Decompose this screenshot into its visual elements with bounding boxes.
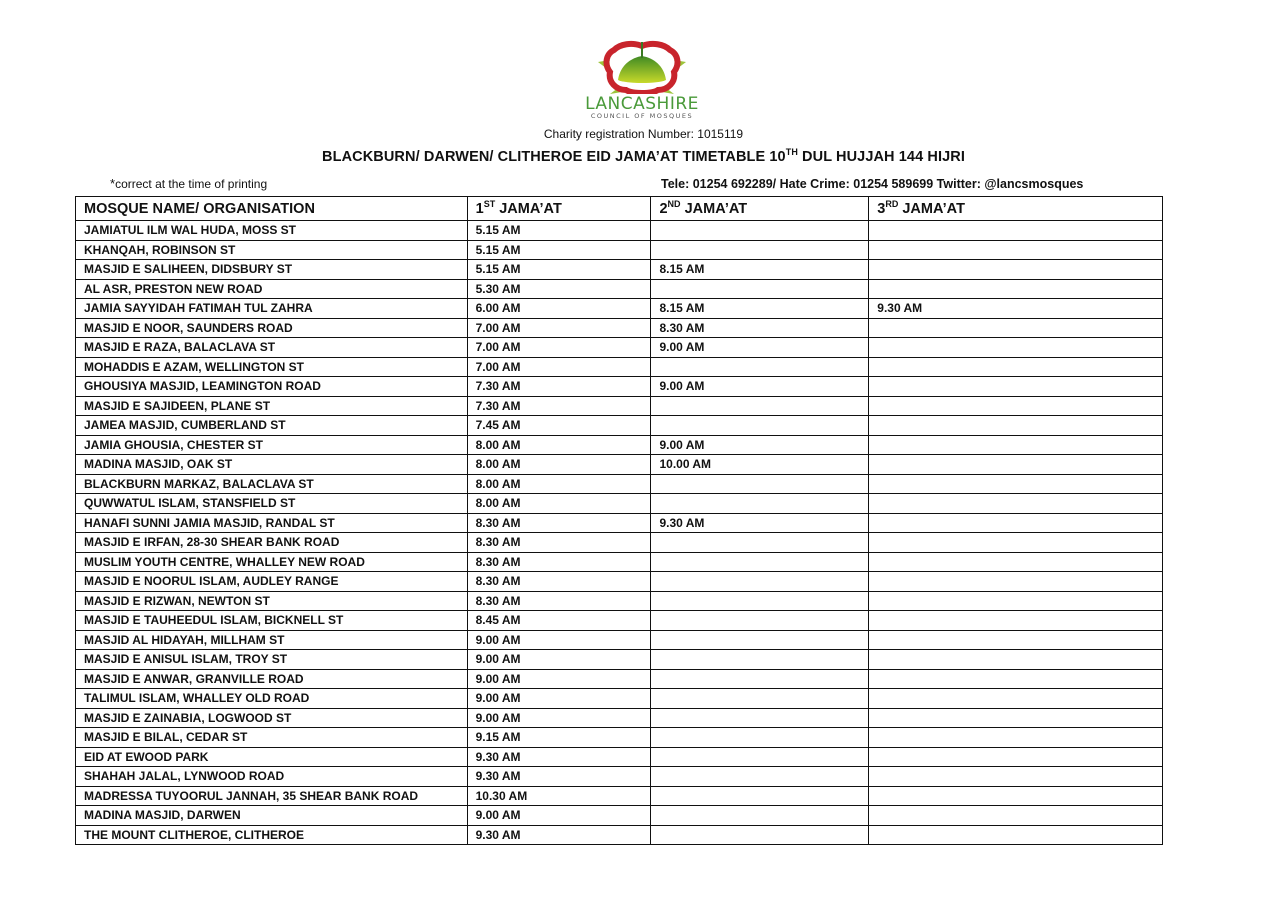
mosque-name-cell: JAMIA GHOUSIA, CHESTER ST (76, 435, 468, 455)
first-jamaat-cell: 9.00 AM (467, 630, 651, 650)
mosque-name-cell: MOHADDIS E AZAM, WELLINGTON ST (76, 357, 468, 377)
table-row (76, 630, 1163, 650)
logo-subtitle: COUNCIL OF MOSQUES (590, 112, 694, 120)
third-jamaat-cell (869, 611, 1163, 631)
second-jamaat-cell: 9.30 AM (651, 513, 869, 533)
second-jamaat-cell (651, 611, 869, 631)
table-row (76, 611, 1163, 631)
third-jamaat-cell (869, 435, 1163, 455)
table-row (76, 708, 1163, 728)
first-jamaat-cell: 7.45 AM (467, 416, 651, 436)
mosque-name-cell: MASJID AL HIDAYAH, MILLHAM ST (76, 630, 468, 650)
table-row (76, 591, 1163, 611)
header-text: MOSQUE NAME/ ORGANISATION (84, 201, 315, 217)
mosque-name-cell: HANAFI SUNNI JAMIA MASJID, RANDAL ST (76, 513, 468, 533)
third-jamaat-cell (869, 474, 1163, 494)
third-jamaat-cell (869, 728, 1163, 748)
third-jamaat-cell (869, 221, 1163, 241)
table-row (76, 572, 1163, 592)
mosque-name-cell: MADINA MASJID, OAK ST (76, 455, 468, 475)
mosque-name-cell: JAMEA MASJID, CUMBERLAND ST (76, 416, 468, 436)
table-row (76, 806, 1163, 826)
table-row (76, 396, 1163, 416)
mosque-name-cell: MASJID E SALIHEEN, DIDSBURY ST (76, 260, 468, 280)
second-jamaat-cell (651, 806, 869, 826)
third-jamaat-cell (869, 279, 1163, 299)
table-row (76, 474, 1163, 494)
mosque-name-cell: TALIMUL ISLAM, WHALLEY OLD ROAD (76, 689, 468, 709)
table-row (76, 786, 1163, 806)
third-jamaat-cell (869, 533, 1163, 553)
first-jamaat-cell: 9.00 AM (467, 669, 651, 689)
mosque-name-cell: BLACKBURN MARKAZ, BALACLAVA ST (76, 474, 468, 494)
table-row (76, 650, 1163, 670)
second-jamaat-cell (651, 416, 869, 436)
second-jamaat-cell (651, 708, 869, 728)
header-first-jamaat (467, 197, 651, 221)
mosque-name-cell: EID AT EWOOD PARK (76, 747, 468, 767)
header-text: 2 (659, 201, 668, 217)
mosque-name-cell: QUWWATUL ISLAM, STANSFIELD ST (76, 494, 468, 514)
third-jamaat-cell (869, 240, 1163, 260)
second-jamaat-cell (651, 240, 869, 260)
first-jamaat-cell: 9.00 AM (467, 689, 651, 709)
second-jamaat-cell: 9.00 AM (651, 338, 869, 358)
mosque-name-cell: SHAHAH JALAL, LYNWOOD ROAD (76, 767, 468, 787)
first-jamaat-cell: 9.00 AM (467, 708, 651, 728)
mosque-name-cell: MASJID E ANISUL ISLAM, TROY ST (76, 650, 468, 670)
first-jamaat-cell: 8.30 AM (467, 513, 651, 533)
first-jamaat-cell: 8.30 AM (467, 533, 651, 553)
mosque-name-cell: KHANQAH, ROBINSON ST (76, 240, 468, 260)
table-row (76, 416, 1163, 436)
note-asterisk: * (110, 176, 116, 191)
second-jamaat-cell: 9.00 AM (651, 435, 869, 455)
first-jamaat-cell: 7.30 AM (467, 377, 651, 397)
first-jamaat-cell: 5.15 AM (467, 240, 651, 260)
title-prefix: BLACKBURN/ DARWEN/ CLITHEROE EID JAMA’AT TIMETABLE 10 (322, 149, 786, 165)
second-jamaat-cell (651, 689, 869, 709)
table-row (76, 338, 1163, 358)
mosque-name-cell: MUSLIM YOUTH CENTRE, WHALLEY NEW ROAD (76, 552, 468, 572)
header-text-rest: JAMA’AT (898, 201, 965, 217)
table-row (76, 689, 1163, 709)
first-jamaat-cell: 8.30 AM (467, 591, 651, 611)
mosque-name-cell: MASJID E RAZA, BALACLAVA ST (76, 338, 468, 358)
mosque-name-cell: MASJID E ANWAR, GRANVILLE ROAD (76, 669, 468, 689)
first-jamaat-cell: 5.30 AM (467, 279, 651, 299)
first-jamaat-cell: 9.30 AM (467, 747, 651, 767)
first-jamaat-cell: 10.30 AM (467, 786, 651, 806)
second-jamaat-cell (651, 825, 869, 845)
mosque-name-cell: JAMIATUL ILM WAL HUDA, MOSS ST (76, 221, 468, 241)
table-row (76, 357, 1163, 377)
first-jamaat-cell: 7.00 AM (467, 357, 651, 377)
second-jamaat-cell: 8.30 AM (651, 318, 869, 338)
logo-name: LANCASHIRE (585, 94, 699, 114)
charity-registration: Charity registration Number: 1015119 (543, 127, 744, 141)
second-jamaat-cell (651, 591, 869, 611)
mosque-name-cell: JAMIA SAYYIDAH FATIMAH TUL ZAHRA (76, 299, 468, 319)
third-jamaat-cell: 9.30 AM (869, 299, 1163, 319)
third-jamaat-cell (869, 552, 1163, 572)
header-text: 3 (877, 201, 886, 217)
second-jamaat-cell (651, 533, 869, 553)
table-row (76, 513, 1163, 533)
third-jamaat-cell (869, 806, 1163, 826)
mosque-name-cell: MASJID E NOOR, SAUNDERS ROAD (76, 318, 468, 338)
header-superscript: RD (885, 199, 899, 209)
second-jamaat-cell (651, 221, 869, 241)
mosque-name-cell: MASJID E ZAINABIA, LOGWOOD ST (76, 708, 468, 728)
third-jamaat-cell (869, 786, 1163, 806)
first-jamaat-cell: 8.00 AM (467, 435, 651, 455)
third-jamaat-cell (869, 825, 1163, 845)
header-text-rest: JAMA’AT (680, 201, 748, 217)
second-jamaat-cell: 8.15 AM (651, 299, 869, 319)
first-jamaat-cell: 7.00 AM (467, 338, 651, 358)
table-row (76, 299, 1163, 319)
page-title (0, 149, 1287, 165)
table-row (76, 221, 1163, 241)
third-jamaat-cell (869, 669, 1163, 689)
timetable (75, 196, 1163, 845)
table-row (76, 533, 1163, 553)
second-jamaat-cell (651, 474, 869, 494)
third-jamaat-cell (869, 416, 1163, 436)
first-jamaat-cell: 9.00 AM (467, 806, 651, 826)
first-jamaat-cell: 8.00 AM (467, 494, 651, 514)
first-jamaat-cell: 6.00 AM (467, 299, 651, 319)
table-row (76, 455, 1163, 475)
table-row (76, 825, 1163, 845)
third-jamaat-cell (869, 591, 1163, 611)
table-header-row (76, 197, 1163, 221)
table-row (76, 767, 1163, 787)
table-row (76, 435, 1163, 455)
first-jamaat-cell: 9.00 AM (467, 650, 651, 670)
mosque-name-cell: AL ASR, PRESTON NEW ROAD (76, 279, 468, 299)
first-jamaat-cell: 5.15 AM (467, 260, 651, 280)
second-jamaat-cell (651, 279, 869, 299)
contact-info: Tele: 01254 692289/ Hate Crime: 01254 589699 Twitter: @lancsmosques (661, 177, 1084, 191)
first-jamaat-cell: 8.00 AM (467, 455, 651, 475)
table-row (76, 318, 1163, 338)
mosque-name-cell: MADRESSA TUYOORUL JANNAH, 35 SHEAR BANK ROAD (76, 786, 468, 806)
table-row (76, 552, 1163, 572)
third-jamaat-cell (869, 357, 1163, 377)
header-text-rest: JAMA’AT (495, 201, 562, 217)
mosque-name-cell: MASJID E SAJIDEEN, PLANE ST (76, 396, 468, 416)
third-jamaat-cell (869, 708, 1163, 728)
second-jamaat-cell: 9.00 AM (651, 377, 869, 397)
second-jamaat-cell: 10.00 AM (651, 455, 869, 475)
first-jamaat-cell: 8.00 AM (467, 474, 651, 494)
mosque-name-cell: MADINA MASJID, DARWEN (76, 806, 468, 826)
second-jamaat-cell (651, 767, 869, 787)
header-mosque-name (76, 197, 468, 221)
third-jamaat-cell (869, 318, 1163, 338)
third-jamaat-cell (869, 338, 1163, 358)
second-jamaat-cell (651, 552, 869, 572)
second-jamaat-cell (651, 630, 869, 650)
first-jamaat-cell: 7.30 AM (467, 396, 651, 416)
header-superscript: ND (667, 199, 681, 209)
header-superscript: ST (483, 199, 496, 209)
second-jamaat-cell (651, 786, 869, 806)
first-jamaat-cell: 5.15 AM (467, 221, 651, 241)
third-jamaat-cell (869, 767, 1163, 787)
first-jamaat-cell: 9.15 AM (467, 728, 651, 748)
first-jamaat-cell: 8.30 AM (467, 552, 651, 572)
mosque-name-cell: MASJID E NOORUL ISLAM, AUDLEY RANGE (76, 572, 468, 592)
second-jamaat-cell (651, 747, 869, 767)
first-jamaat-cell: 8.45 AM (467, 611, 651, 631)
table-row (76, 747, 1163, 767)
red-rose-green-dome-icon (596, 40, 688, 94)
table-row (76, 728, 1163, 748)
table-row (76, 260, 1163, 280)
note-text: correct at the time of printing (115, 177, 268, 191)
third-jamaat-cell (869, 747, 1163, 767)
lancashire-council-logo (566, 40, 718, 122)
mosque-name-cell: MASJID E IRFAN, 28-30 SHEAR BANK ROAD (76, 533, 468, 553)
first-jamaat-cell: 9.30 AM (467, 825, 651, 845)
second-jamaat-cell (651, 572, 869, 592)
mosque-name-cell: GHOUSIYA MASJID, LEAMINGTON ROAD (76, 377, 468, 397)
mosque-name-cell: MASJID E TAUHEEDUL ISLAM, BICKNELL ST (76, 611, 468, 631)
second-jamaat-cell (651, 728, 869, 748)
table-row (76, 279, 1163, 299)
third-jamaat-cell (869, 494, 1163, 514)
table-body (76, 221, 1163, 845)
third-jamaat-cell (869, 455, 1163, 475)
mosque-name-cell: MASJID E BILAL, CEDAR ST (76, 728, 468, 748)
header-third-jamaat (869, 197, 1163, 221)
second-jamaat-cell (651, 396, 869, 416)
table-row (76, 494, 1163, 514)
mosque-name-cell: MASJID E RIZWAN, NEWTON ST (76, 591, 468, 611)
third-jamaat-cell (869, 260, 1163, 280)
header-text: 1 (475, 201, 484, 217)
title-superscript: TH (785, 147, 798, 157)
second-jamaat-cell: 8.15 AM (651, 260, 869, 280)
third-jamaat-cell (869, 572, 1163, 592)
second-jamaat-cell (651, 357, 869, 377)
third-jamaat-cell (869, 630, 1163, 650)
table-row (76, 240, 1163, 260)
mosque-name-cell: THE MOUNT CLITHEROE, CLITHEROE (76, 825, 468, 845)
table-row (76, 377, 1163, 397)
first-jamaat-cell: 8.30 AM (467, 572, 651, 592)
first-jamaat-cell: 9.30 AM (467, 767, 651, 787)
third-jamaat-cell (869, 689, 1163, 709)
second-jamaat-cell (651, 669, 869, 689)
title-suffix: DUL HUJJAH 144 HIJRI (797, 149, 965, 165)
first-jamaat-cell: 7.00 AM (467, 318, 651, 338)
third-jamaat-cell (869, 396, 1163, 416)
second-jamaat-cell (651, 650, 869, 670)
printing-note (110, 177, 267, 192)
table-row (76, 669, 1163, 689)
second-jamaat-cell (651, 494, 869, 514)
third-jamaat-cell (869, 377, 1163, 397)
third-jamaat-cell (869, 513, 1163, 533)
third-jamaat-cell (869, 650, 1163, 670)
header-second-jamaat (651, 197, 869, 221)
